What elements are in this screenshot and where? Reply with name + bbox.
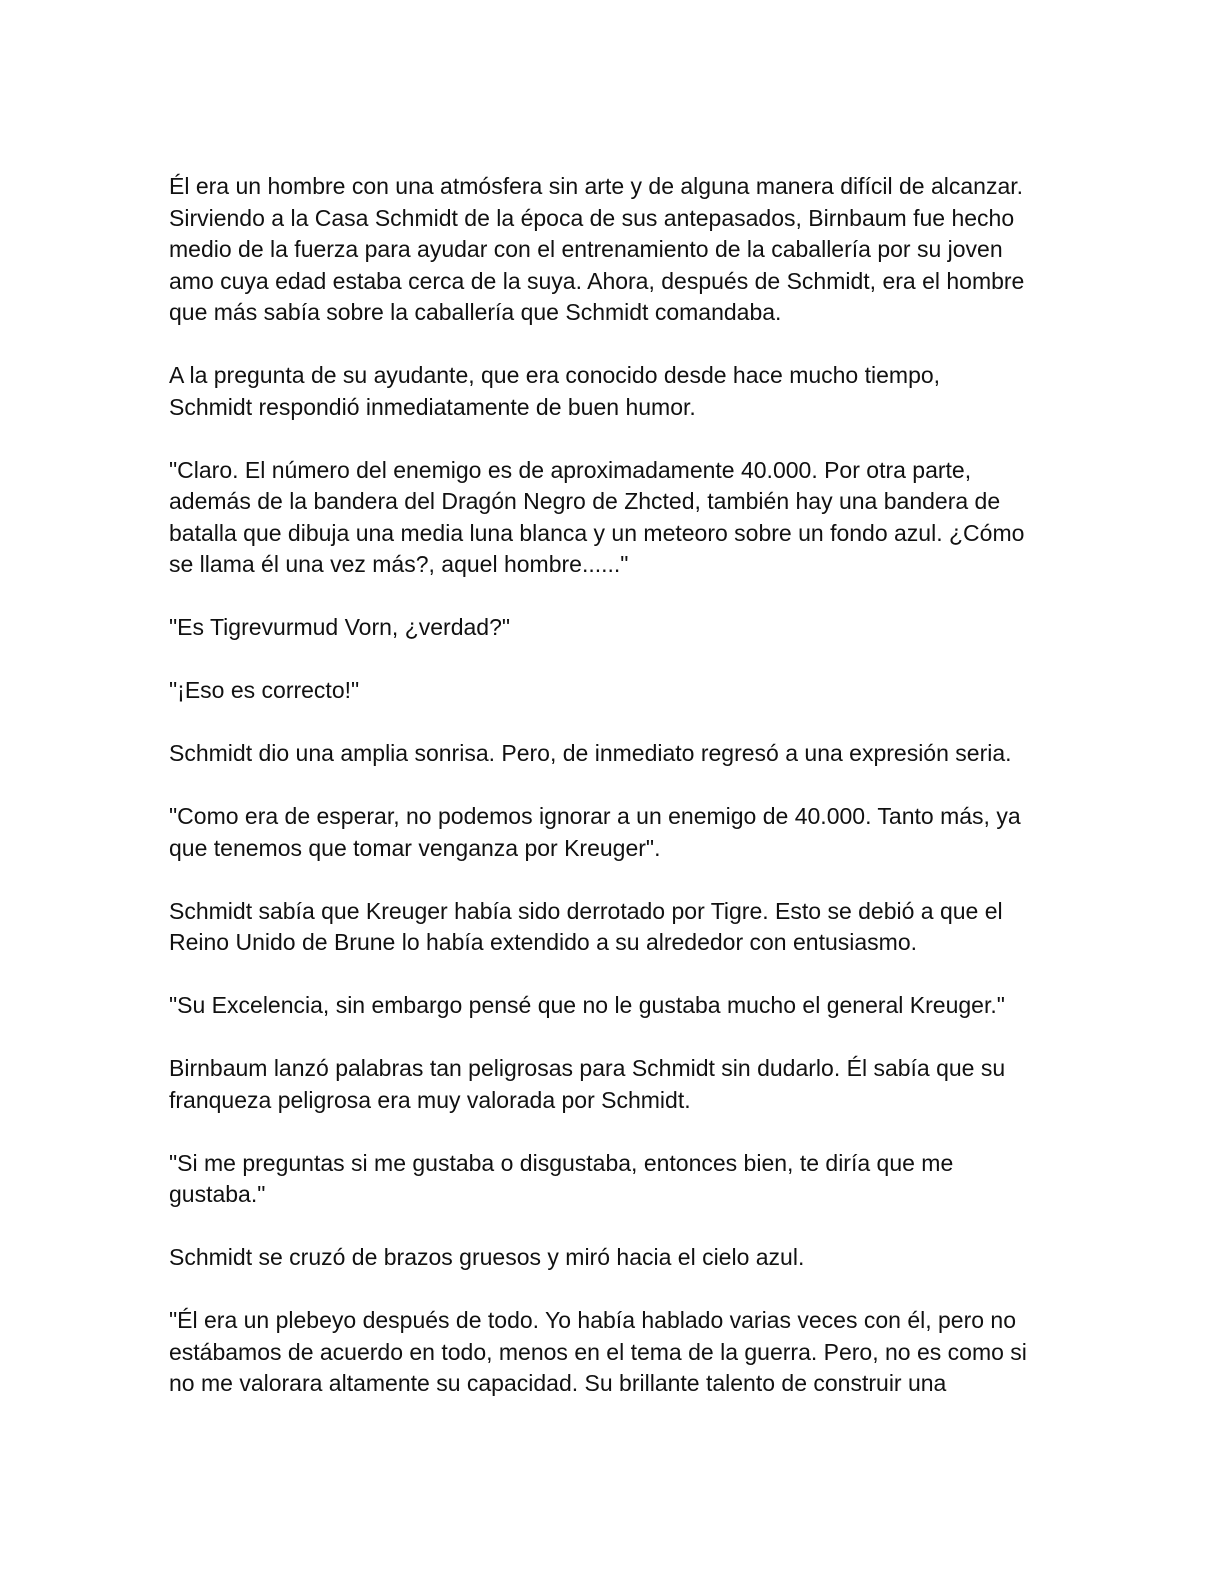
text-line: que tenemos que tomar venganza por Kreuger". <box>169 834 661 861</box>
paragraph <box>169 896 1069 959</box>
paragraph <box>169 738 1069 770</box>
text-line: Schmidt dio una amplia sonrisa. Pero, de inmediato regresó a una expresión seria. <box>169 740 1012 766</box>
text-line: Él era un hombre con una atmósfera sin arte y de alguna manera difícil de alcanzar. <box>169 173 1024 199</box>
text-line: "Como era de esperar, no podemos ignorar a un enemigo de 40.000. Tanto más, ya <box>169 803 1021 829</box>
text-line: Sirviendo a la Casa Schmidt de la época de sus antepasados, Birnbaum fue hecho <box>169 204 1015 231</box>
text-line: Schmidt sabía que Kreuger había sido derrotado por Tigre. Esto se debió a que el <box>169 897 1003 924</box>
text-line: franqueza peligrosa era muy valorada por Schmidt. <box>169 1086 691 1113</box>
paragraph <box>169 455 1069 581</box>
paragraph <box>169 990 1069 1022</box>
paragraph <box>169 1242 1069 1274</box>
text-line: se llama él una vez más?, aquel hombre......" <box>169 551 629 577</box>
text-line: amo cuya edad estaba cerca de la suya. Ahora, después de Schmidt, era el hombre <box>169 267 1025 294</box>
paragraph <box>169 171 1069 329</box>
paragraph <box>169 1148 1069 1211</box>
text-line: "Su Excelencia, sin embargo pensé que no le gustaba mucho el general Kreuger." <box>169 992 1005 1018</box>
paragraph <box>169 801 1069 864</box>
document-body <box>169 171 1069 1431</box>
text-line: "Es Tigrevurmud Vorn, ¿verdad?" <box>169 614 511 640</box>
paragraph <box>169 1053 1069 1116</box>
text-line: "Él era un plebeyo después de todo. Yo había hablado varias veces con él, pero no <box>169 1307 1017 1333</box>
text-line: Schmidt respondió inmediatamente de buen humor. <box>169 393 696 420</box>
paragraph <box>169 1305 1069 1400</box>
text-line: A la pregunta de su ayudante, que era conocido desde hace mucho tiempo, <box>169 362 941 388</box>
text-line: Birnbaum lanzó palabras tan peligrosas para Schmidt sin dudarlo. Él sabía que su <box>169 1055 1006 1081</box>
text-line: que más sabía sobre la caballería que Schmidt comandaba. <box>169 299 782 325</box>
text-line: "¡Eso es correcto!" <box>169 677 360 703</box>
text-line: "Si me preguntas si me gustaba o disgustaba, entonces bien, te diría que me <box>169 1149 954 1176</box>
paragraph <box>169 612 1069 644</box>
text-line: "Claro. El número del enemigo es de aproximadamente 40.000. Por otra parte, <box>169 456 972 483</box>
text-line: batalla que dibuja una media luna blanca y un meteoro sobre un fondo azul. ¿Cómo <box>169 519 1025 546</box>
paragraph <box>169 675 1069 707</box>
text-line: Schmidt se cruzó de brazos gruesos y miró hacia el cielo azul. <box>169 1244 805 1270</box>
paragraph <box>169 360 1069 423</box>
text-line: además de la bandera del Dragón Negro de Zhcted, también hay una bandera de <box>169 488 1001 514</box>
text-line: no me valorara altamente su capacidad. Su brillante talento de construir una <box>169 1370 947 1396</box>
text-line: Reino Unido de Brune lo había extendido a su alrededor con entusiasmo. <box>169 929 917 955</box>
text-line: gustaba." <box>169 1181 266 1207</box>
text-line: estábamos de acuerdo en todo, menos en el tema de la guerra. Pero, no es como si <box>169 1338 1027 1365</box>
text-line: medio de la fuerza para ayudar con el entrenamiento de la caballería por su joven <box>169 236 1003 262</box>
